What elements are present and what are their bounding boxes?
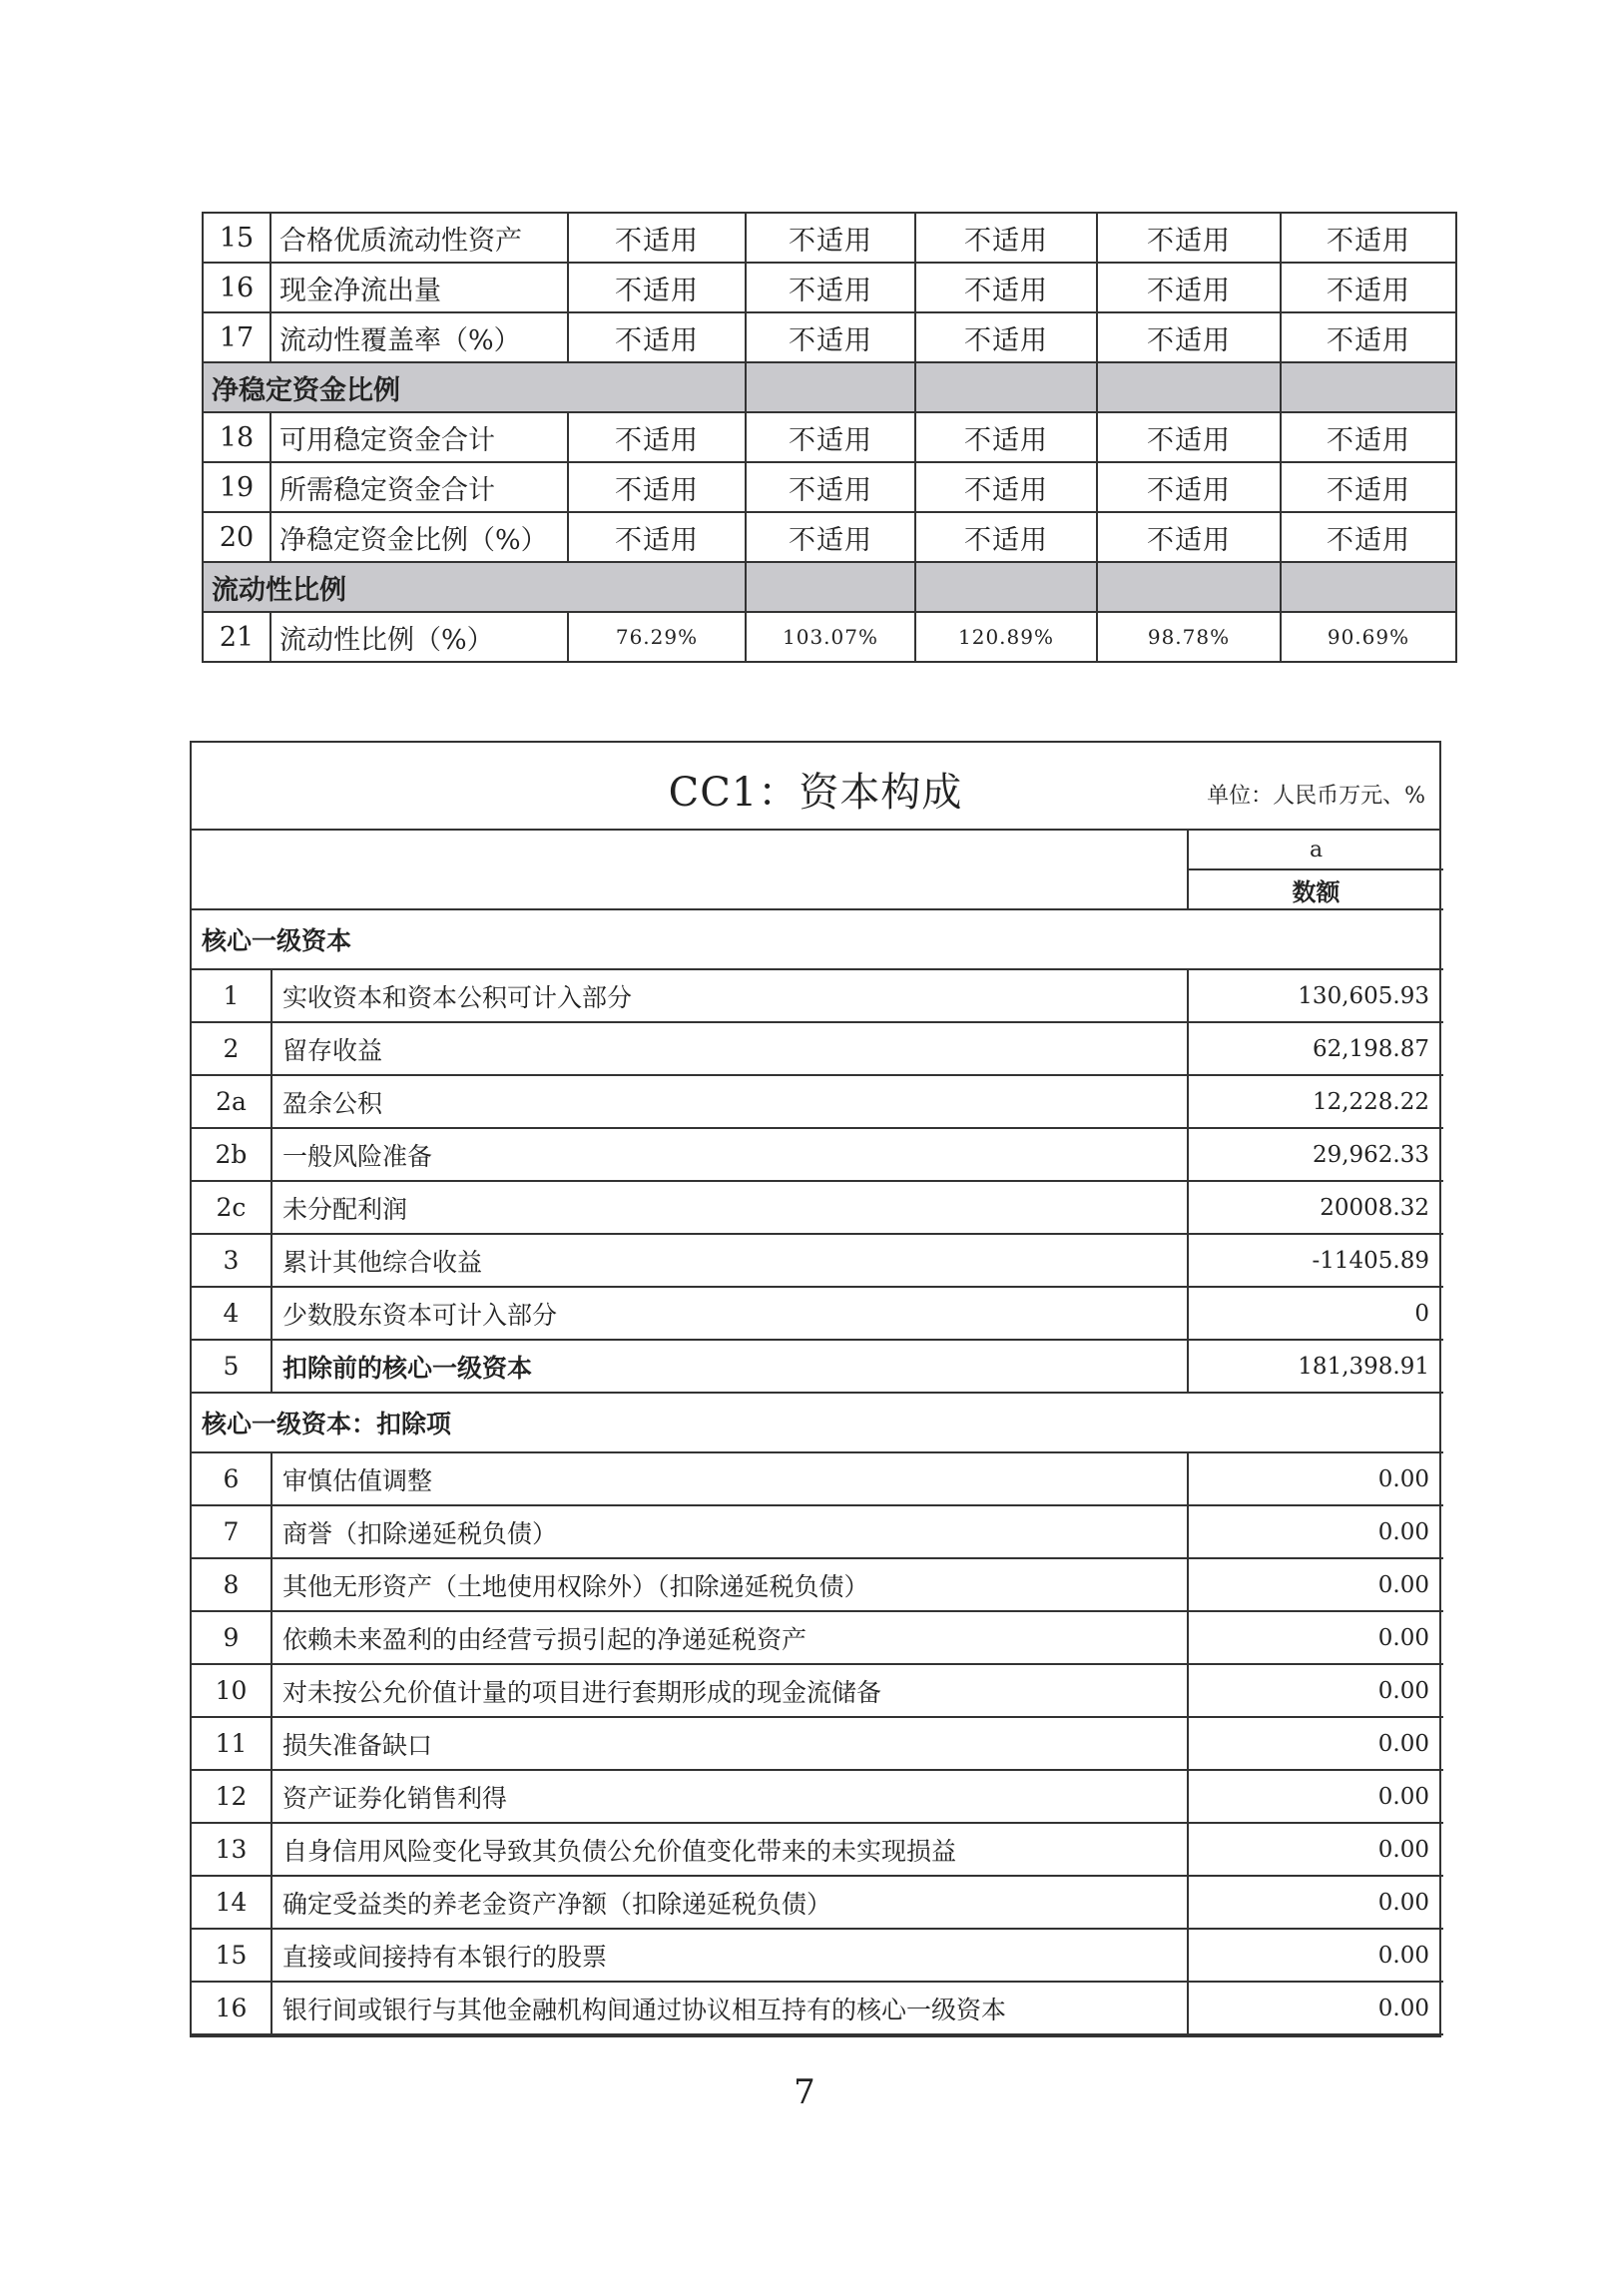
row-index: 12	[192, 1770, 271, 1823]
row-index: 13	[192, 1823, 271, 1876]
row-amount: 0.00	[1188, 1505, 1443, 1558]
row-label: 依赖未来盈利的由经营亏损引起的净递延税资产	[271, 1611, 1188, 1664]
section-fill	[1281, 562, 1456, 612]
table-row	[192, 1128, 1443, 1181]
row-value: 103.07%	[746, 612, 915, 662]
row-label: 少数股东资本可计入部分	[271, 1287, 1188, 1340]
row-amount: 0.00	[1188, 1876, 1443, 1929]
cc1-header	[192, 743, 1439, 831]
row-label: 净稳定资金比例（%）	[270, 512, 568, 562]
row-value: 不适用	[1097, 412, 1281, 462]
row-value: 不适用	[568, 462, 746, 512]
row-value: 120.89%	[915, 612, 1097, 662]
row-value: 不适用	[746, 312, 915, 362]
row-amount: 29,962.33	[1188, 1128, 1443, 1181]
row-value: 不适用	[1097, 312, 1281, 362]
row-value: 不适用	[568, 512, 746, 562]
table-row	[192, 1287, 1443, 1340]
row-label: 盈余公积	[271, 1075, 1188, 1128]
row-amount: 0.00	[1188, 1717, 1443, 1770]
table-row	[192, 1452, 1443, 1505]
table-row	[192, 1611, 1443, 1664]
liquidity-table	[202, 212, 1457, 663]
row-label: 累计其他综合收益	[271, 1234, 1188, 1287]
row-label: 一般风险准备	[271, 1128, 1188, 1181]
row-index: 2b	[192, 1128, 271, 1181]
row-value: 不适用	[915, 312, 1097, 362]
row-index: 4	[192, 1287, 271, 1340]
row-index: 1	[192, 969, 271, 1022]
table-row	[203, 412, 1456, 462]
row-value: 不适用	[746, 412, 915, 462]
row-label: 未分配利润	[271, 1181, 1188, 1234]
row-amount: -11405.89	[1188, 1234, 1443, 1287]
table-row	[203, 263, 1456, 312]
row-label: 所需稳定资金合计	[270, 462, 568, 512]
column-header-blank	[192, 831, 1188, 909]
page-number: 7	[794, 2072, 815, 2112]
row-index: 5	[192, 1340, 271, 1393]
row-value: 不适用	[1281, 263, 1456, 312]
row-label: 现金净流出量	[270, 263, 568, 312]
table-row	[192, 1181, 1443, 1234]
section-row	[203, 362, 1456, 412]
row-amount: 0.00	[1188, 1611, 1443, 1664]
row-value: 不适用	[915, 213, 1097, 263]
table-row	[192, 1717, 1443, 1770]
row-value: 76.29%	[568, 612, 746, 662]
row-label: 对未按公允价值计量的项目进行套期形成的现金流储备	[271, 1664, 1188, 1717]
row-value: 不适用	[1281, 312, 1456, 362]
row-index: 6	[192, 1452, 271, 1505]
section-row	[203, 562, 1456, 612]
row-label: 实收资本和资本公积可计入部分	[271, 969, 1188, 1022]
row-amount: 20008.32	[1188, 1181, 1443, 1234]
table-row	[203, 512, 1456, 562]
row-index: 8	[192, 1558, 271, 1611]
row-amount: 0.00	[1188, 1452, 1443, 1505]
row-value: 不适用	[746, 462, 915, 512]
row-value: 不适用	[568, 213, 746, 263]
table-row	[192, 1876, 1443, 1929]
section-fill	[1097, 362, 1281, 412]
row-label: 商誉（扣除递延税负债）	[271, 1505, 1188, 1558]
table-row	[203, 213, 1456, 263]
table-row	[192, 1823, 1443, 1876]
section-title: 净稳定资金比例	[203, 362, 746, 412]
row-value: 不适用	[915, 512, 1097, 562]
row-amount: 0.00	[1188, 1823, 1443, 1876]
row-amount: 0.00	[1188, 1982, 1443, 2034]
row-index: 14	[192, 1876, 271, 1929]
row-label: 流动性覆盖率（%）	[270, 312, 568, 362]
section-row	[192, 1393, 1443, 1452]
row-value: 不适用	[1281, 512, 1456, 562]
row-label: 直接或间接持有本银行的股票	[271, 1929, 1188, 1982]
row-value: 不适用	[1097, 213, 1281, 263]
row-label: 审慎估值调整	[271, 1452, 1188, 1505]
column-label: 数额	[1188, 869, 1443, 909]
row-label: 合格优质流动性资产	[270, 213, 568, 263]
section-fill	[915, 562, 1097, 612]
table-row	[192, 1234, 1443, 1287]
row-value: 不适用	[915, 263, 1097, 312]
row-amount: 0.00	[1188, 1558, 1443, 1611]
row-amount: 0.00	[1188, 1929, 1443, 1982]
row-index: 16	[192, 1982, 271, 2034]
row-label: 留存收益	[271, 1022, 1188, 1075]
table-row	[192, 969, 1443, 1022]
row-number: 17	[203, 312, 270, 362]
row-index: 2c	[192, 1181, 271, 1234]
row-amount: 12,228.22	[1188, 1075, 1443, 1128]
row-value: 不适用	[1281, 412, 1456, 462]
row-value: 不适用	[915, 412, 1097, 462]
row-index: 9	[192, 1611, 271, 1664]
table-row	[192, 1664, 1443, 1717]
row-index: 15	[192, 1929, 271, 1982]
section-title: 核心一级资本：扣除项	[192, 1393, 1443, 1452]
table-row	[192, 1558, 1443, 1611]
row-label: 流动性比例（%）	[270, 612, 568, 662]
row-index: 3	[192, 1234, 271, 1287]
row-value: 不适用	[568, 263, 746, 312]
row-index: 11	[192, 1717, 271, 1770]
section-title: 流动性比例	[203, 562, 746, 612]
table-row	[192, 1982, 1443, 2034]
table-row	[203, 612, 1456, 662]
section-fill	[1281, 362, 1456, 412]
row-value: 不适用	[1281, 213, 1456, 263]
table-row	[203, 462, 1456, 512]
row-amount: 0.00	[1188, 1664, 1443, 1717]
row-label: 扣除前的核心一级资本	[271, 1340, 1188, 1393]
row-number: 15	[203, 213, 270, 263]
section-fill	[1097, 562, 1281, 612]
cc1-unit: 单位：人民币万元、%	[1207, 784, 1425, 809]
row-label: 确定受益类的养老金资产净额（扣除递延税负债）	[271, 1876, 1188, 1929]
row-value: 98.78%	[1097, 612, 1281, 662]
row-value: 不适用	[1097, 462, 1281, 512]
row-amount: 130,605.93	[1188, 969, 1443, 1022]
row-value: 不适用	[746, 263, 915, 312]
row-label: 资产证券化销售利得	[271, 1770, 1188, 1823]
row-value: 不适用	[746, 213, 915, 263]
column-header-row	[192, 831, 1443, 869]
row-value: 不适用	[1097, 512, 1281, 562]
section-fill	[746, 562, 915, 612]
row-number: 18	[203, 412, 270, 462]
section-row	[192, 909, 1443, 969]
row-index: 10	[192, 1664, 271, 1717]
row-label: 银行间或银行与其他金融机构间通过协议相互持有的核心一级资本	[271, 1982, 1188, 2034]
table-row	[192, 1022, 1443, 1075]
row-amount: 62,198.87	[1188, 1022, 1443, 1075]
table-row	[203, 312, 1456, 362]
row-index: 2	[192, 1022, 271, 1075]
table-row	[192, 1929, 1443, 1982]
row-label: 损失准备缺口	[271, 1717, 1188, 1770]
cc1-capital-table	[190, 741, 1441, 2037]
table-row	[192, 1770, 1443, 1823]
row-number: 19	[203, 462, 270, 512]
row-value: 不适用	[1281, 462, 1456, 512]
section-title: 核心一级资本	[192, 909, 1443, 969]
row-value: 90.69%	[1281, 612, 1456, 662]
row-value: 不适用	[746, 512, 915, 562]
row-value: 不适用	[568, 312, 746, 362]
cc1-grid	[192, 831, 1443, 2035]
row-value: 不适用	[1097, 263, 1281, 312]
row-index: 7	[192, 1505, 271, 1558]
row-label: 自身信用风险变化导致其负债公允价值变化带来的未实现损益	[271, 1823, 1188, 1876]
row-value: 不适用	[915, 462, 1097, 512]
row-label: 可用稳定资金合计	[270, 412, 568, 462]
row-value: 不适用	[568, 412, 746, 462]
table-row	[192, 1075, 1443, 1128]
row-number: 16	[203, 263, 270, 312]
table-row	[192, 1505, 1443, 1558]
section-fill	[915, 362, 1097, 412]
cc1-title: CC1：资本构成	[668, 770, 963, 816]
table-row	[192, 1340, 1443, 1393]
row-index: 2a	[192, 1075, 271, 1128]
row-amount: 0.00	[1188, 1770, 1443, 1823]
row-label: 其他无形资产（土地使用权除外）（扣除递延税负债）	[271, 1558, 1188, 1611]
row-amount: 0	[1188, 1287, 1443, 1340]
row-number: 21	[203, 612, 270, 662]
section-fill	[746, 362, 915, 412]
column-letter: a	[1188, 831, 1443, 869]
row-amount: 181,398.91	[1188, 1340, 1443, 1393]
row-number: 20	[203, 512, 270, 562]
